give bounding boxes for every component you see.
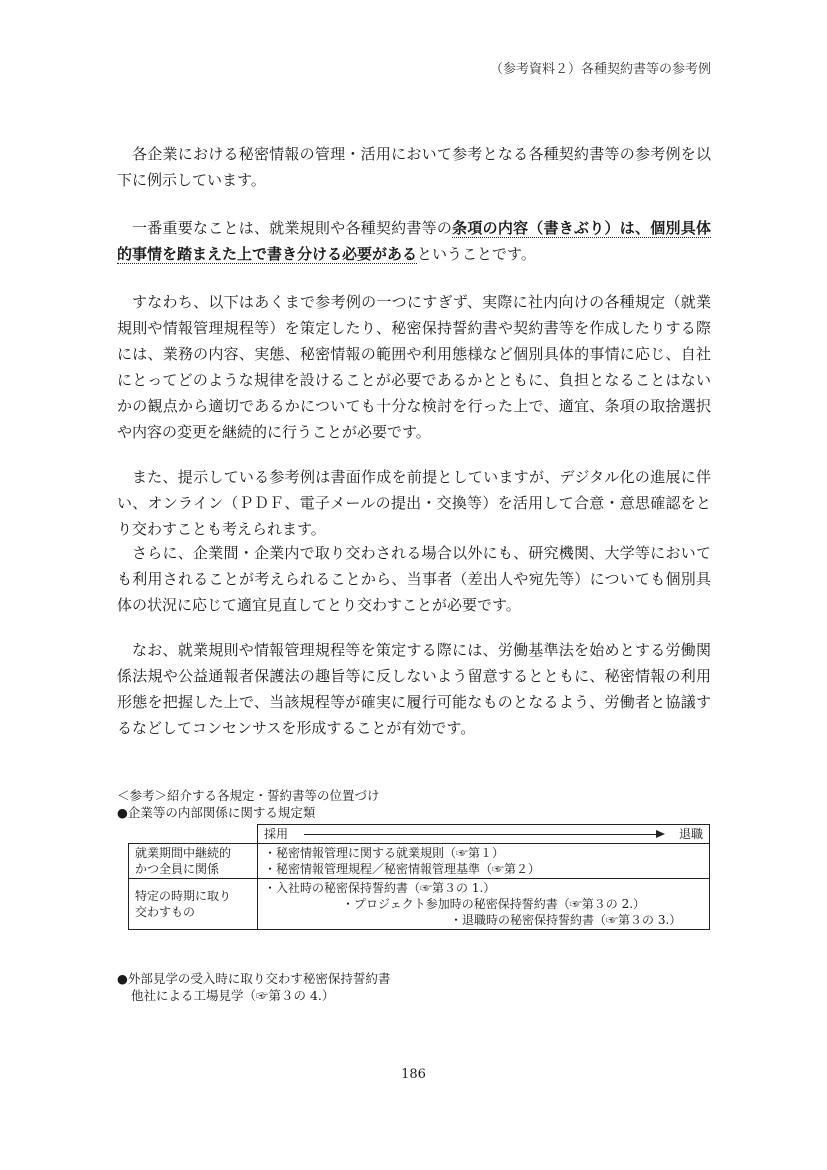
list-item: ・退職時の秘密保持誓約書（☞第３の 3.） [450,913,682,927]
timeline-arrow [304,834,663,835]
list-item: ・入社時の秘密保持誓約書（☞第３の 1.） [264,881,496,895]
reference-title: ＜参考＞紹介する各規定・誓約書等の位置づけ [117,788,380,803]
category-label: 就業期間中継続的 [135,846,232,860]
section-external-visits-item: 他社による工場見学（☞第３の 4.） [131,988,335,1003]
paragraph-key-point [117,215,711,267]
list-item: ・秘密情報管理に関する就業規則（☞第１） [264,846,505,860]
document-header: （参考資料２）各種契約書等の参考例 [489,62,711,77]
category-label: 交わすもの [135,905,196,919]
category-label: かつ全員に関係 [135,862,220,876]
timeline [264,826,703,842]
rules-table [128,824,710,930]
paragraph-institutions: さらに、企業間・企業内で取り交わされる場合以外にも、研究機関、大学等においても利用されることが考えられることから、当事者（差出人や宛先等）についても個別具体の状況に応じて適宜見直してとり交わすことが必要です。 [117,544,711,614]
table-row-timeline [129,825,710,844]
table-row [129,879,710,930]
emphasis-text: 条項の内容（書きぶり）は、個別具体的事情を踏まえた上で書き分ける必要がある [117,219,711,263]
list-item: ・プロジェクト参加時の秘密保持誓約書（☞第３の 2.） [342,897,646,911]
timeline-end-label: 退職 [678,827,703,841]
page-number: 186 [401,1067,426,1082]
paragraph-namely: すなわち、以下はあくまで参考例の一つにすぎず、実際に社内向けの各種規定（就業規則や情報管理規程等）を策定したり、秘密保持誓約書や契約書等を作成したりする際には、業務の内容、実態、秘密情報の範囲や利用態様など個別具体的事情に応じ、自社にとってどのような規律を設けることが必要であるかとともに、負担となることはないかの観点から適切であるかについても十分な検討を行った上で、適宜、条項の取捨選択や内容の変更を継続的に行うことが必要です。 [117,293,711,441]
paragraph-key-point-lead: 一番重要なことは、就業規則や各種契約書等の [132,219,453,237]
paragraph-digital: また、提示している参考例は書面作成を前提としていますが、デジタル化の進展に伴い、オンライン（ＰＤＦ、電子メールの提出・交換等）を活用して合意・意思確認をとり交わすことも考えられます。 [117,468,711,538]
category-cell [129,844,258,879]
section-internal-rules: ●企業等の内部関係に関する規定類 [117,805,316,820]
items-cell [258,844,710,879]
category-label: 特定の時期に取り [135,889,232,903]
section-external-visits: ●外部見学の受入時に取り交わす秘密保持誓約書 [117,971,391,986]
paragraph-key-point-tail: ということです。 [417,245,536,263]
paragraph-intro: 各企業における秘密情報の管理・活用において参考となる各種契約書等の参考例を以下に例示しています。 [117,145,711,189]
timeline-start-label: 採用 [264,827,289,841]
table-corner-cell [129,825,258,844]
list-item: ・秘密情報管理規程／秘密情報管理基準（☞第２） [264,862,541,876]
timeline-cell [258,825,710,844]
category-cell [129,879,258,930]
table-row [129,844,710,879]
items-cell [258,879,710,930]
paragraph-labor-law: なお、就業規則や情報管理規程等を策定する際には、労働基準法を始めとする労働関係法規や公益通報者保護法の趣旨等に反しないよう留意するとともに、秘密情報の利用形態を把握した上で、当該規程等が確実に履行可能なものとなるよう、労働者と協議するなどしてコンセンサスを形成することが有効です。 [117,641,711,737]
